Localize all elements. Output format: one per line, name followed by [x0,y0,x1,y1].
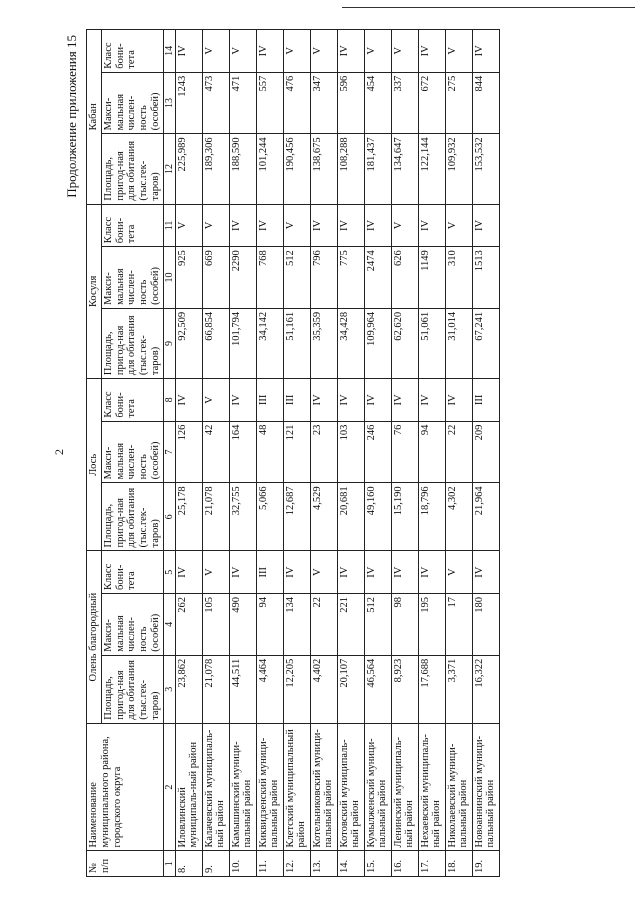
row-number: 17. [418,851,445,877]
district-name: Котельниковский муници-пальный район [310,723,337,851]
max-count-cell: 262 [175,594,202,656]
column-number: 2 [163,723,175,851]
column-number: 4 [163,594,175,656]
header-species-boar: Кабан [87,30,102,205]
row-number: 16. [391,851,418,877]
max-count-cell: 23 [310,421,337,483]
max-count-cell: 98 [391,594,418,656]
area-cell: 66,854 [202,308,229,378]
max-count-cell: 490 [229,594,256,656]
class-cell: IV [472,551,499,594]
max-count-cell: 1243 [175,72,202,134]
area-cell: 51,161 [283,308,310,378]
area-cell: 4,464 [256,655,283,723]
table-row [472,30,499,877]
class-cell: III [283,379,310,422]
class-cell: IV [337,551,364,594]
table-row [391,30,418,877]
class-cell: IV [364,379,391,422]
row-number: 12. [283,851,310,877]
class-cell: IV [256,204,283,247]
header-class: Класс бони-тета [101,379,163,422]
district-name: Новоаннинский муници-пальный район [472,723,499,851]
max-count-cell: 134 [283,594,310,656]
class-cell: IV [418,551,445,594]
area-cell: 4,302 [445,483,472,551]
area-cell: 190,456 [283,134,310,204]
column-number: 9 [163,308,175,378]
area-cell: 225,989 [175,134,202,204]
area-cell: 32,755 [229,483,256,551]
area-cell: 5,066 [256,483,283,551]
header-max: Макси-мальная числен-ность (особей) [101,72,163,134]
max-count-cell: 512 [364,594,391,656]
max-count-cell: 2474 [364,247,391,309]
row-number: 9. [202,851,229,877]
class-cell: IV [445,379,472,422]
header-area: Площадь, пригод-ная для обитания (тыс.гек-таров) [101,134,163,204]
header-class: Класс бони-тета [101,30,163,73]
column-number: 12 [163,134,175,204]
max-count-cell: 512 [283,247,310,309]
max-count-cell: 103 [337,421,364,483]
class-cell: IV [472,30,499,73]
class-cell: V [202,30,229,73]
class-cell: V [283,30,310,73]
column-number: 10 [163,247,175,309]
max-count-cell: 22 [445,421,472,483]
max-count-cell: 246 [364,421,391,483]
max-count-cell: 775 [337,247,364,309]
area-cell: 4,529 [310,483,337,551]
max-count-cell: 195 [418,594,445,656]
max-count-cell: 2290 [229,247,256,309]
top-rule-line [342,7,635,8]
max-count-cell: 310 [445,247,472,309]
table-row [445,30,472,877]
column-number: 6 [163,483,175,551]
class-cell: IV [364,204,391,247]
column-number: 8 [163,379,175,422]
header-no: № п/п [87,851,164,877]
table-row [175,30,202,877]
max-count-cell: 669 [202,247,229,309]
class-cell: V [283,204,310,247]
class-cell: IV [175,30,202,73]
max-count-cell: 471 [229,72,256,134]
hunting-resources-table [86,29,500,877]
row-number: 11. [256,851,283,877]
class-cell: V [202,204,229,247]
max-count-cell: 557 [256,72,283,134]
area-cell: 21,078 [202,655,229,723]
header-species-elk: Лось [87,379,102,551]
class-cell: V [202,551,229,594]
class-cell: V [310,551,337,594]
max-count-cell: 22 [310,594,337,656]
table-row [283,30,310,877]
table-row [202,30,229,877]
page-number: 2 [52,449,66,455]
max-count-cell: 105 [202,594,229,656]
max-count-cell: 221 [337,594,364,656]
class-cell: IV [472,204,499,247]
area-cell: 49,160 [364,483,391,551]
district-name: Камышинский муници-пальный район [229,723,256,851]
district-name: Кумылженский муници-пальный район [364,723,391,851]
header-class: Класс бони-тета [101,551,163,594]
area-cell: 101,794 [229,308,256,378]
area-cell: 35,359 [310,308,337,378]
header-area: Площадь, пригод-ная для обитания (тыс.гек-таров) [101,655,163,723]
max-count-cell: 1513 [472,247,499,309]
class-cell: IV [229,551,256,594]
max-count-cell: 844 [472,72,499,134]
max-count-cell: 454 [364,72,391,134]
header-species-deer: Олень благородный [87,551,102,723]
column-number: 1 [163,851,175,877]
max-count-cell: 94 [256,594,283,656]
area-cell: 31,014 [445,308,472,378]
max-count-cell: 48 [256,421,283,483]
max-count-cell: 626 [391,247,418,309]
class-cell: V [445,204,472,247]
area-cell: 21,964 [472,483,499,551]
area-cell: 181,437 [364,134,391,204]
column-number: 3 [163,655,175,723]
column-number-row [163,30,175,877]
area-cell: 18,796 [418,483,445,551]
area-cell: 20,681 [337,483,364,551]
row-number: 10. [229,851,256,877]
area-cell: 109,964 [364,308,391,378]
class-cell: V [310,30,337,73]
area-cell: 153,532 [472,134,499,204]
district-name: Ленинский муниципаль-ный район [391,723,418,851]
district-name: Нехаевский муниципаль-ный район [418,723,445,851]
class-cell: IV [175,551,202,594]
district-name: Киквидзенский муници-пальный район [256,723,283,851]
max-count-cell: 1149 [418,247,445,309]
area-cell: 122,144 [418,134,445,204]
max-count-cell: 347 [310,72,337,134]
area-cell: 23,862 [175,655,202,723]
area-cell: 138,675 [310,134,337,204]
class-cell: III [472,379,499,422]
class-cell: IV [310,204,337,247]
class-cell: V [391,30,418,73]
header-area: Площадь, пригод-ная для обитания (тыс.гек-таров) [101,308,163,378]
table-row [229,30,256,877]
class-cell: IV [283,551,310,594]
rotated-table-sheet [44,21,596,883]
max-count-cell: 768 [256,247,283,309]
area-cell: 12,687 [283,483,310,551]
column-number: 11 [163,204,175,247]
district-name: Иловлинский муниципаль-ный район [175,723,202,851]
area-cell: 67,241 [472,308,499,378]
area-cell: 17,688 [418,655,445,723]
class-cell: V [445,30,472,73]
row-number: 18. [445,851,472,877]
area-cell: 101,244 [256,134,283,204]
class-cell: IV [337,379,364,422]
max-count-cell: 596 [337,72,364,134]
class-cell: IV [175,379,202,422]
area-cell: 34,142 [256,308,283,378]
area-cell: 15,190 [391,483,418,551]
header-max: Макси-мальная числен-ность (особей) [101,421,163,483]
area-cell: 44,511 [229,655,256,723]
header-row-species [87,30,102,877]
row-number: 14. [337,851,364,877]
max-count-cell: 76 [391,421,418,483]
table-row [256,30,283,877]
class-cell: IV [337,204,364,247]
class-cell: III [256,551,283,594]
max-count-cell: 275 [445,72,472,134]
max-count-cell: 94 [418,421,445,483]
class-cell: V [202,379,229,422]
max-count-cell: 337 [391,72,418,134]
district-name: Николаевский муници-пальный район [445,723,472,851]
row-number: 8. [175,851,202,877]
max-count-cell: 180 [472,594,499,656]
class-cell: IV [229,204,256,247]
area-cell: 62,620 [391,308,418,378]
class-cell: IV [418,30,445,73]
area-cell: 12,205 [283,655,310,723]
class-cell: V [445,551,472,594]
table-row [310,30,337,877]
district-name: Клетский муниципальный район [283,723,310,851]
area-cell: 3,371 [445,655,472,723]
table-body [175,30,499,877]
area-cell: 16,322 [472,655,499,723]
district-name: Калачевский муниципаль-ный район [202,723,229,851]
area-cell: 134,647 [391,134,418,204]
table-row [364,30,391,877]
max-count-cell: 42 [202,421,229,483]
area-cell: 92,509 [175,308,202,378]
table-row [337,30,364,877]
header-species-roe: Косуля [87,204,102,379]
max-count-cell: 126 [175,421,202,483]
area-cell: 188,590 [229,134,256,204]
row-number: 19. [472,851,499,877]
header-class: Класс бони-тета [101,204,163,247]
class-cell: IV [418,379,445,422]
area-cell: 46,564 [364,655,391,723]
max-count-cell: 796 [310,247,337,309]
max-count-cell: 209 [472,421,499,483]
continuation-heading: Продолжение приложения 15 [64,35,79,198]
column-number: 13 [163,72,175,134]
header-max: Макси-мальная числен-ность (особей) [101,594,163,656]
row-number: 15. [364,851,391,877]
max-count-cell: 164 [229,421,256,483]
class-cell: V [364,30,391,73]
class-cell: V [175,204,202,247]
area-cell: 108,288 [337,134,364,204]
class-cell: V [229,30,256,73]
area-cell: 21,078 [202,483,229,551]
max-count-cell: 17 [445,594,472,656]
class-cell: IV [364,551,391,594]
class-cell: IV [229,379,256,422]
max-count-cell: 925 [175,247,202,309]
class-cell: III [256,379,283,422]
area-cell: 20,107 [337,655,364,723]
area-cell: 51,061 [418,308,445,378]
class-cell: V [391,204,418,247]
area-cell: 25,178 [175,483,202,551]
class-cell: IV [391,379,418,422]
header-area: Площадь, пригод-ная для обитания (тыс.гек-таров) [101,483,163,551]
area-cell: 4,402 [310,655,337,723]
class-cell: IV [418,204,445,247]
max-count-cell: 672 [418,72,445,134]
header-district: Наименование муниципального района, городского округа [87,723,164,851]
area-cell: 8,923 [391,655,418,723]
header-max: Макси-мальная числен-ность (особей) [101,247,163,309]
class-cell: IV [337,30,364,73]
class-cell: IV [391,551,418,594]
area-cell: 189,306 [202,134,229,204]
area-cell: 34,428 [337,308,364,378]
max-count-cell: 476 [283,72,310,134]
area-cell: 109,932 [445,134,472,204]
column-number: 5 [163,551,175,594]
table-row [418,30,445,877]
district-name: Котовский муниципаль-ный район [337,723,364,851]
max-count-cell: 121 [283,421,310,483]
class-cell: IV [256,30,283,73]
class-cell: IV [310,379,337,422]
row-number: 13. [310,851,337,877]
column-number: 14 [163,30,175,73]
max-count-cell: 473 [202,72,229,134]
column-number: 7 [163,421,175,483]
